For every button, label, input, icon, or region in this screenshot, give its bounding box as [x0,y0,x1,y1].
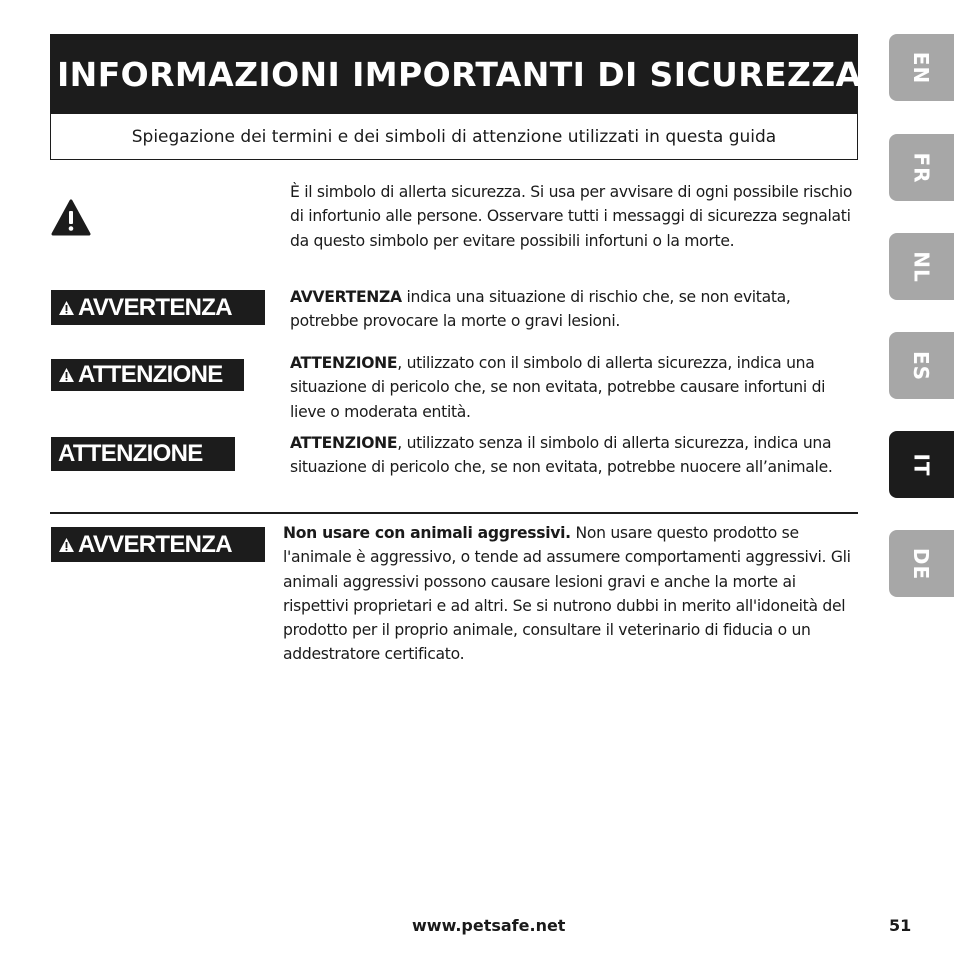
page-title: INFORMAZIONI IMPORTANTI DI SICUREZZA [50,34,858,114]
warning-triangle-icon [58,367,75,383]
warning-text: Non usare questo prodotto se l'animale è aggressivo, o tende ad assumere comportamenti aggressivi. Gli animali aggressivi possono causare lesioni gravi e anche la morte ai rispettivi proprietari e ad altri. Se si nutrono dubbi in merito all'idoneità del prodotto per il proprio animale, consultare il veterinario di fiducia o un addestratore certificato. [283,524,851,664]
warning-heading: Non usare con animali aggressivi. [283,524,571,542]
attenzione-symbol-text: , utilizzato con il simbolo di allerta sicurezza, indica una situazione di pericolo che, se non evitata, potrebbe causare infortuni di lieve o moderata entità. [290,354,826,421]
tab-en[interactable] [889,34,954,101]
tab-nl-label: NL [909,250,934,283]
warning-triangle-icon [58,537,75,553]
tab-it[interactable] [889,431,954,498]
warning-avvertenza-label [51,527,265,562]
page-subtitle: Spiegazione dei termini e dei simboli di attenzione utilizzati in questa guida [50,114,858,160]
aggressive-animals-warning [283,521,863,667]
warning-triangle-icon [58,300,75,316]
avvertenza-text: indica una situazione di rischio che, se non evitata, potrebbe provocare la morte o gravi lesioni. [290,288,791,331]
footer-url[interactable]: www.petsafe.net [412,916,566,935]
tab-fr-label: FR [909,151,934,184]
attenzione-plain-label [51,437,235,471]
avvertenza-term: AVVERTENZA [290,288,402,306]
attenzione-symbol-term: ATTENZIONE [290,354,398,372]
warning-triangle-icon [51,199,91,236]
page-number: 51 [889,916,912,935]
tab-es[interactable] [889,332,954,399]
tab-de-label: DE [909,547,934,580]
attenzione-plain-label-text: ATTENZIONE [58,440,203,467]
attenzione-symbol-label [51,359,244,391]
avvertenza-label-text: AVVERTENZA [78,293,232,321]
tab-en-label: EN [909,51,934,84]
alert-symbol-description: È il simbolo di allerta sicurezza. Si usa per avvisare di ogni possibile rischio di infortunio alle persone. Osservare tutti i messaggi di sicurezza segnalati da questo simbolo per evitare possibili infortuni o la morte. [290,183,853,250]
tab-de[interactable] [889,530,954,597]
tab-nl[interactable] [889,233,954,300]
avvertenza-label [51,290,265,325]
tab-it-label: IT [909,452,934,477]
warning-avvertenza-label-text: AVVERTENZA [78,530,232,558]
section-divider [50,512,858,514]
attenzione-plain-description [290,431,860,480]
tab-fr[interactable] [889,134,954,201]
attenzione-symbol-description [290,351,860,424]
attenzione-plain-text: , utilizzato senza il simbolo di allerta sicurezza, indica una situazione di pericolo che, se non evitata, potrebbe nuocere all’animale. [290,434,833,477]
avvertenza-description [290,285,860,334]
tab-es-label: ES [909,350,934,381]
attenzione-plain-term: ATTENZIONE [290,434,398,452]
attenzione-symbol-label-text: ATTENZIONE [78,361,223,388]
